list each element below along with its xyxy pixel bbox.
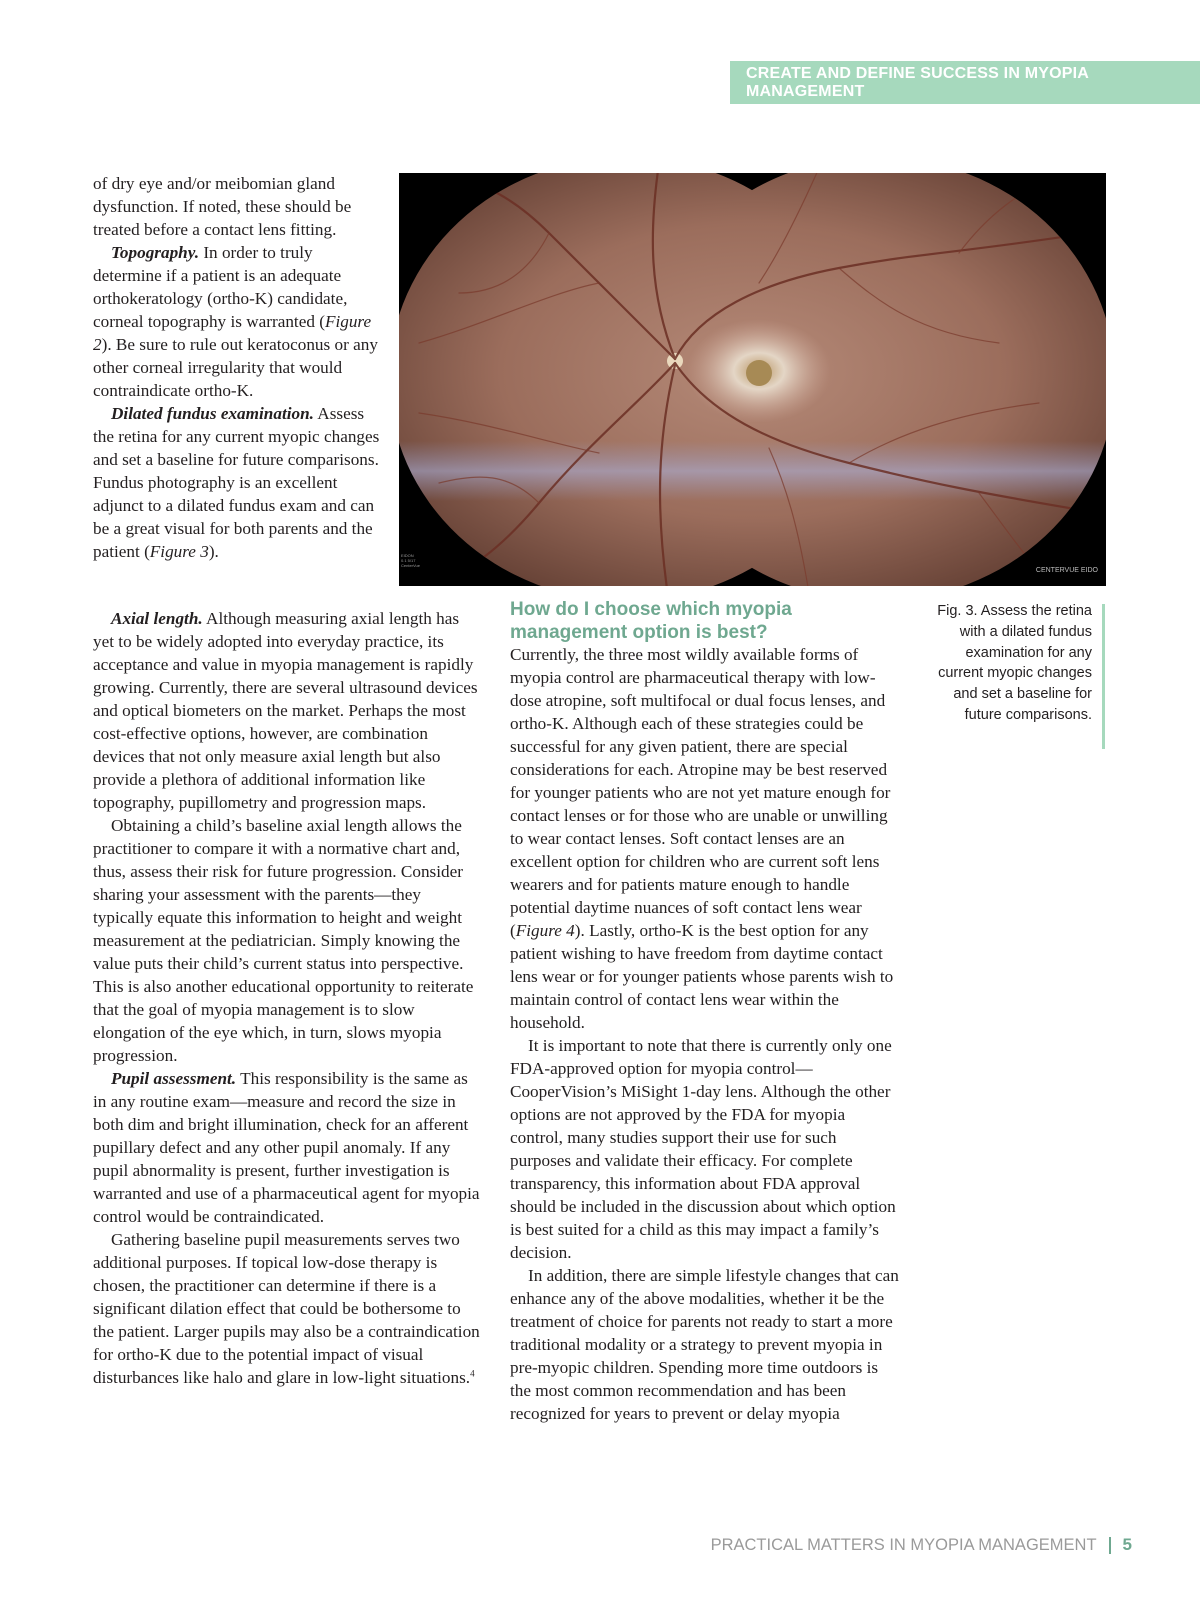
- options-text-a: Currently, the three most wildly available forms of myopia control are pharmaceutical therapy with low-dose atropine, soft multifocal or dual focus lenses, and ortho-K. Although each of these strategies could be successful for any given patient, there are special considerations for each. Atropine may be best reserved for younger patients who are not yet mature enough for contact lenses or for those who are unable or unwilling to wear contact lenses. Soft contact lenses are an excellent option for children who are current soft lens wearers and for patients mature enough to handle potential daytime nuances of soft contact lens wear (: [510, 645, 891, 940]
- figure-ref-2: Figure 2: [93, 312, 372, 354]
- fundus-text-b: ).: [208, 542, 219, 561]
- paragraph-dry-eye: of dry eye and/or meibomian gland dysfunction. If noted, these should be treated before a contact lens fitting.: [93, 174, 352, 239]
- paragraph-topography: [93, 241, 383, 402]
- figure-ref-4: Figure 4: [515, 921, 575, 940]
- fundus-text-a: Assess the retina for any current myopic changes and set a baseline for future comparisons. Fundus photography is an excellent adjunct to a dilated fundus exam and can be a great visual for both parents and the patient (: [93, 404, 380, 561]
- run-in-head-pupil: Pupil assessment.: [111, 1069, 237, 1088]
- column-2: [510, 643, 900, 1425]
- pupil-baseline-text: Gathering baseline pupil measurements serves two additional purposes. If topical low-dose therapy is chosen, the practitioner can determine if there is a significant dilation effect that could be bothersome to the patient. Larger pupils may also be a contraindication for ortho-K due to the potential impact of visual disturbances like halo and glare in low-light situations.: [93, 1230, 480, 1387]
- paragraph-lifestyle: In addition, there are simple lifestyle changes that can enhance any of the above modalities, whether it be the treatment of choice for parents not ready to start a more traditional modality or a strategy to prevent myopia in pre-myopic children. Spending more time outdoors is the most common recommendation and has been recognized for years to prevent or delay myopia: [510, 1266, 899, 1423]
- topography-text-a: In order to truly determine if a patient is an adequate orthokeratology (ortho-K) candidate, corneal topography is warranted (: [93, 243, 348, 331]
- column-1-bottom: [93, 607, 483, 1389]
- paragraph-fundus: [93, 402, 383, 563]
- paragraph-pupil-baseline: [93, 1228, 483, 1389]
- paragraph-fda: It is important to note that there is currently only one FDA-approved option for myopia control—CooperVision’s MiSight 1-day lens. Although the other options are not approved by the FDA for myopia control, many studies support their use for such purposes and validate their efficacy. For complete transparency, this information about FDA approval should be included in the discussion about which option is best suited for a child as this may impact a family’s decision.: [510, 1036, 896, 1262]
- paragraph-options: [510, 643, 900, 1034]
- run-in-head-axial: Axial length.: [111, 609, 203, 628]
- figure-device-marks: EIDON 0.1 5/17 CenterVue: [401, 553, 420, 568]
- page-footer: [711, 1535, 1132, 1555]
- fundus-photo: [399, 173, 1106, 586]
- running-title: PRACTICAL MATTERS IN MYOPIA MANAGEMENT: [710, 1535, 1097, 1554]
- axial-text: Although measuring axial length has yet to be widely adopted into everyday practice, its acceptance and value in myopia management is rapidly growing. Currently, there are several ultrasound devices and optical biometers on the market. Perhaps the most cost-effective options, however, are combination devices that not only measure axial length but also provide a plethora of additional information like topography, pupillometry and progression maps.: [93, 609, 478, 812]
- paragraph-axial-length: [93, 607, 483, 814]
- figure-watermark: CENTERVUE EIDO: [1035, 567, 1098, 574]
- run-in-head-topography: Topography.: [111, 243, 200, 262]
- caption-accent-rule: [1102, 604, 1105, 749]
- pupil-text: This responsibility is the same as in any routine exam—measure and record the size in both dim and bright illumination, check for an afferent pupillary defect and any other pupil anomaly. If any pupil abnormality is present, further investigation is warranted and use of a pharmaceutical agent for myopia control would be contraindicated.: [93, 1069, 480, 1226]
- footer-separator: [1109, 1537, 1111, 1554]
- section-title: CREATE AND DEFINE SUCCESS IN MYOPIA MANAGEMENT: [746, 64, 1089, 100]
- section-header-bar: [730, 61, 1200, 104]
- paragraph-pupil: [93, 1067, 483, 1228]
- figure-ref-3: Figure 3: [149, 542, 209, 561]
- paragraph-axial-baseline: Obtaining a child’s baseline axial length allows the practitioner to compare it with a normative chart and, thus, assess their risk for future progression. Consider sharing your assessment with the parents—they typically equate this information to height and weight measurement at the pediatrician. Simply knowing the value puts their child’s current status into perspective. This is also another educational opportunity to reiterate that the goal of myopia management is to slow elongation of the eye which, in turn, slows myopia progression.: [93, 816, 474, 1065]
- reference-number: 4: [470, 1368, 475, 1379]
- section-subheading: How do I choose which myopia management option is best?: [510, 599, 792, 643]
- run-in-head-fundus: Dilated fundus examination.: [111, 404, 314, 423]
- options-text-b: ). Lastly, ortho-K is the best option for any patient wishing to have freedom from daytime contact lens wear or for younger patients whose parents wish to maintain control of contact lens wear within the household.: [510, 921, 894, 1032]
- figure-caption: Fig. 3. Assess the retina with a dilated fundus examination for any current myopic changes and set a baseline for future comparisons.: [937, 603, 1092, 723]
- fundus-photo-figure: [399, 173, 1106, 586]
- page-number: 5: [1122, 1535, 1132, 1554]
- topography-text-b: ). Be sure to rule out keratoconus or any other corneal irregularity that would contraindicate ortho-K.: [93, 335, 378, 400]
- column-1-top: [93, 172, 383, 563]
